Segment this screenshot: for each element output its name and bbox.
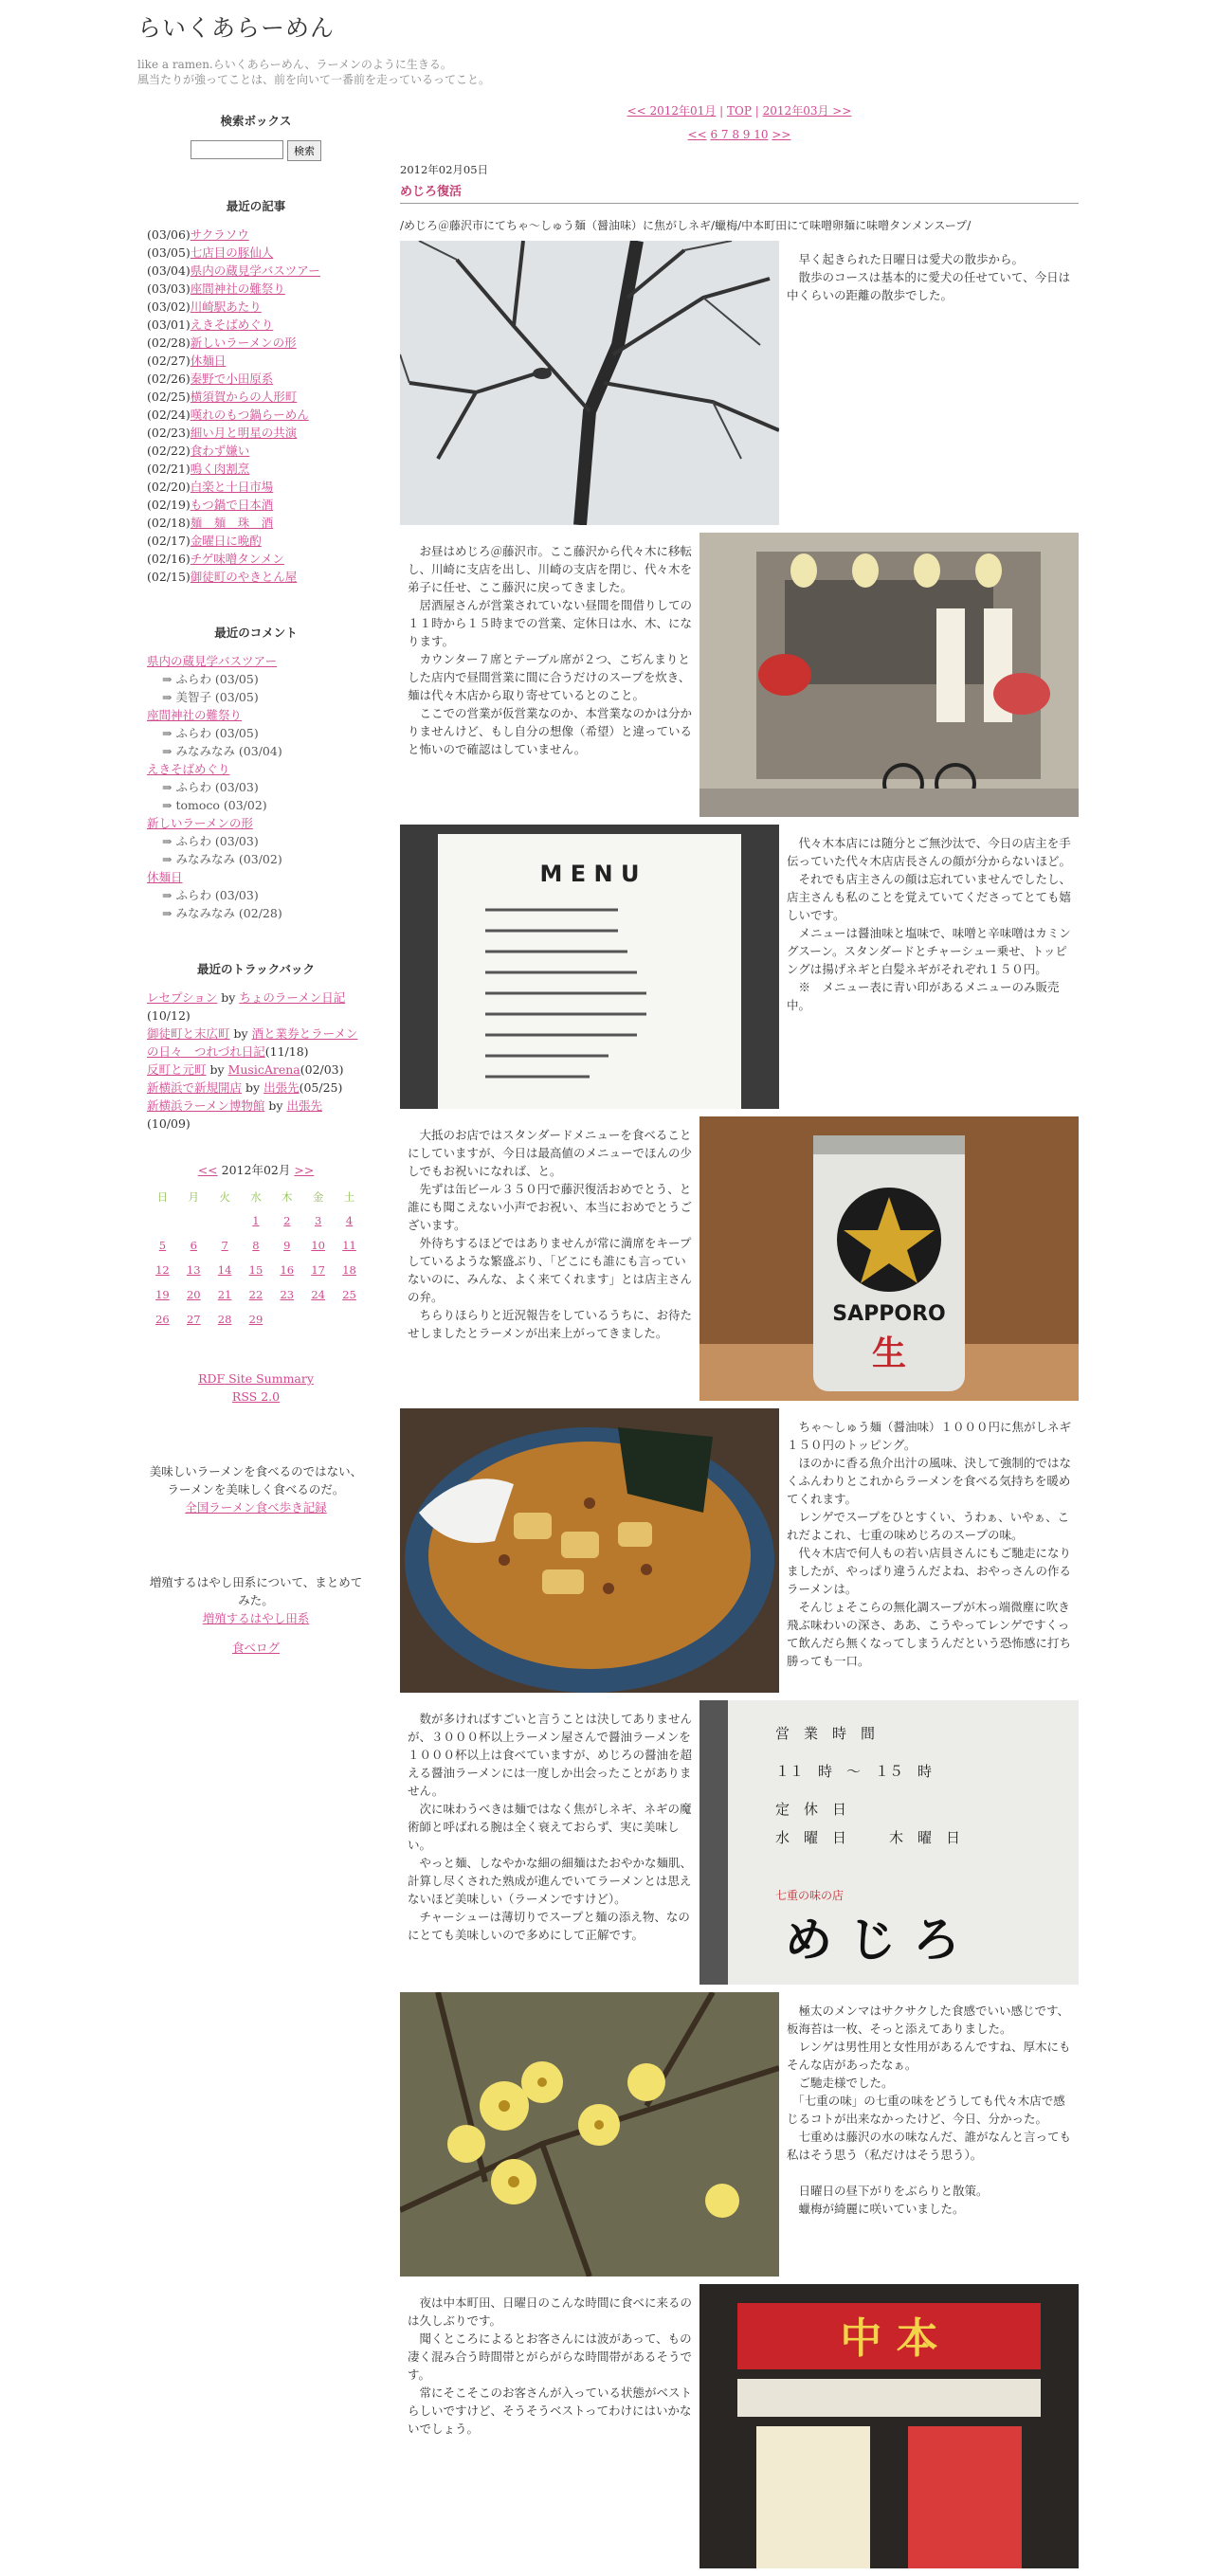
comment-author: ふらわ (03/03): [175, 888, 259, 902]
comment-item: [147, 778, 365, 796]
recent-post-date: (02/16): [147, 552, 191, 566]
recent-post-link[interactable]: えきそばめぐり: [190, 317, 274, 332]
sidebar: [147, 112, 365, 1685]
calendar-day[interactable]: 25: [342, 1288, 356, 1301]
trackback-post-link[interactable]: 新横浜ラーメン博物館: [147, 1098, 265, 1113]
trackback-by: by: [245, 1080, 261, 1095]
recent-post-link[interactable]: 秦野で小田原系: [190, 372, 274, 386]
recent-post-date: (03/04): [147, 263, 191, 278]
calendar-day[interactable]: 20: [186, 1288, 201, 1301]
next-month-link[interactable]: 2012年03月 >>: [762, 104, 852, 118]
trackback-by: by: [209, 1062, 225, 1077]
comment-author: tomoco (03/02): [175, 798, 267, 812]
calendar-day[interactable]: 6: [190, 1239, 197, 1252]
calendar-day[interactable]: 23: [280, 1288, 295, 1301]
recent-post-item: [147, 514, 365, 532]
recent-post-date: (02/20): [147, 480, 191, 494]
comment-author: みなみなみ (02/28): [175, 906, 282, 920]
recent-post-item: [147, 244, 365, 262]
comment-item: [147, 724, 365, 742]
calendar-day[interactable]: 10: [311, 1239, 325, 1252]
recent-post-item: [147, 496, 365, 514]
recent-comments-list: [147, 652, 365, 922]
tabelog-link[interactable]: 食べログ: [231, 1641, 280, 1655]
recent-post-date: (02/19): [147, 498, 191, 512]
trackback-item: [147, 1025, 365, 1061]
calendar-day[interactable]: 24: [311, 1288, 325, 1301]
recent-post-item: [147, 280, 365, 298]
search-button[interactable]: 検索: [287, 140, 321, 161]
calendar-day[interactable]: 22: [248, 1288, 263, 1301]
trackbacks-heading: 最近のトラックバック: [196, 962, 315, 976]
ramen-blurb: [147, 1462, 365, 1516]
calendar-day[interactable]: 21: [217, 1288, 232, 1301]
ramen-record-link[interactable]: 全国ラーメン食べ歩き記録: [185, 1500, 327, 1515]
recent-post-link[interactable]: 七店目の豚仙人: [190, 245, 274, 260]
search-input[interactable]: [191, 140, 283, 159]
recent-post-date: (02/21): [147, 462, 191, 476]
recent-post-item: [147, 316, 365, 334]
recent-post-link[interactable]: 白楽と十日市場: [190, 480, 274, 494]
post-paragraph: 早く起きられた日曜日は愛犬の散歩から。 散歩のコースは基本的に愛犬の任せていて、今日は中くらいの距離の散歩でした。: [787, 252, 1071, 302]
arrow-icon: ⇒: [162, 780, 176, 794]
site-title[interactable]: らいくあらーめん: [137, 14, 336, 42]
blurb1-line2: ラーメンを美味しく食べるのだ。: [167, 1482, 345, 1497]
comment-author: みなみなみ (03/04): [175, 744, 282, 758]
calendar-day: [271, 1307, 302, 1332]
recent-post-date: (02/23): [147, 426, 191, 440]
recent-post-link[interactable]: 鳴く肉割烹: [190, 462, 250, 476]
recent-post-item: [147, 388, 365, 406]
arrow-icon: ⇒: [162, 744, 176, 758]
main-content: [400, 102, 1079, 2576]
calendar-weekday: 木: [282, 1190, 293, 1204]
calendar-day[interactable]: 29: [248, 1313, 263, 1326]
trackback-item: [147, 989, 365, 1025]
search-box: [147, 112, 365, 161]
calendar-weekday: 水: [250, 1190, 262, 1204]
recent-post-item: [147, 550, 365, 568]
trackback-post-link[interactable]: レセプション: [147, 990, 218, 1005]
comment-post-link[interactable]: 休麺日: [147, 870, 183, 884]
comment-post-link[interactable]: 新しいラーメンの形: [147, 816, 253, 830]
calendar-day: [178, 1208, 209, 1233]
recent-post-link[interactable]: 金曜日に晩酌: [190, 534, 262, 548]
arrow-icon: ⇒: [162, 798, 176, 812]
post-paragraph: 数が多ければすごいと言うことは決してありませんが、３０００杯以上ラーメン屋さんで醤油ラーメンを１０００杯以上は食べていますが、めじろの醤油を超える醤油ラーメンには一度しか出会ったことがありません。 次に味わうべきは麺ではなく焦がしネギ、ネギの魔術師と呼ばれる腕は全く衰えておらず、実に美味しい。 やっと麺、しなやかな細の細麺はたおやかな麺肌、計算し尽くされた熟成が進んでいてラーメンとは思えないほど美味しい（ラーメンですけど）。 チャーシューは薄切りでスープと麺の添え物、なのにとても美味しいので多めにして正解です。: [408, 1712, 693, 1942]
post-paragraph: お昼はめじろ＠藤沢市。ここ藤沢から代々木に移転し、川崎に支店を出し、川崎の支店を閉じ、代々木を弟子に任せ、ここ藤沢に戻ってきました。 居酒屋さんが営業されていない昼間を間借りしての１１時から１５時までの営業、定休日は水、木、になります。 カウンター７席とテーブル席が２つ、こぢんまりとした店内で昼間営業に間に合うだけのスープを炊き、麺は代々木店から取り寄せているとのこと。 ここでの営業が仮営業なのか、本営業なのかは分かりませんけど、もし自分の想像（希望）と違っていると怖いので確認はしていません。: [408, 544, 693, 756]
recent-post-date: (03/02): [147, 299, 191, 314]
comment-item: [147, 904, 365, 922]
calendar-title: 2012年02月: [221, 1163, 291, 1177]
trackback-blog-link[interactable]: 出張先: [263, 1080, 300, 1095]
comment-item: [147, 670, 365, 688]
recent-post-link[interactable]: 麺 麺 珠 酒: [190, 516, 274, 530]
prev-month-link[interactable]: << 2012年01月: [627, 104, 717, 118]
comment-post-link[interactable]: 県内の蔵見学バスツアー: [147, 654, 278, 668]
feeds: [147, 1370, 365, 1406]
recent-post-item: [147, 532, 365, 550]
recent-post-item: [147, 226, 365, 244]
trackback-blog-link[interactable]: ちょのラーメン日記: [239, 990, 346, 1005]
comment-author: ふらわ (03/05): [175, 672, 259, 686]
trackback-blog-link[interactable]: MusicArena: [227, 1062, 300, 1077]
trackback-item: [147, 1061, 365, 1079]
page-prev-link[interactable]: <<: [687, 128, 707, 141]
recent-post-date: (02/18): [147, 516, 191, 530]
page-next-link[interactable]: >>: [772, 128, 791, 141]
calendar-weekday: 日: [156, 1190, 169, 1204]
comment-author: 美智子 (03/05): [175, 690, 259, 704]
post-paragraph: ちゃ～しゅう麺（醤油味）１０００円に焦がしネギ１５０円のトッピング。 ほのかに香る魚介出汁の風味、決して強制的ではなくふんわりとこれからラーメンを食べる気持ちを暖めてくれます。 レンゲでスープをひとすくい、うわぁ、いやぁ、これだよこれ、七重の味めじろのスープの味。 代々木店で何人もの若い店員さんにもご馳走になりましたが、やっぱり違うんだよね、おやっさんの作るラーメンは。 そんじょそこらの無化調スープが木っ端微塵に吹き飛ぶ味わいの深さ、ああ、こうやってレンゲですくって飲んだら無くなってしまうんだという恐怖感に打ち勝っても一口。: [787, 1420, 1072, 1668]
recent-posts-list: [147, 226, 365, 586]
wintersweet-flower-icon[interactable]: [400, 1992, 779, 2277]
calendar-day[interactable]: 19: [155, 1288, 170, 1301]
recent-post-link[interactable]: 細い月と明星の共演: [190, 426, 298, 440]
calendar-day[interactable]: 16: [280, 1263, 295, 1277]
trackbacks-list: [147, 989, 365, 1133]
post-paragraph: 大抵のお店ではスタンダードメニューを食べることにしていますが、今日は最高値のメニューでほんの少しでもお祝いになれば、と。 先ずは缶ビール３５０円で藤沢復活おめでとう、と誰にも聞こえない小声でお祝い、本当におめでとうございます。 外待ちするほどではありませんが常に満席をキープしているような繁盛ぶり、「どこにも誰にも言っていないのに、みんな、よく来てくれます」とは店主さんの弁。 ちらりほらりと近況報告をしているうちに、お待たせしましたとラーメンが出来上がってきました。: [408, 1128, 693, 1340]
recent-posts: [147, 197, 365, 586]
calendar-day[interactable]: 9: [283, 1239, 291, 1252]
recent-post-item: [147, 334, 365, 352]
recent-post-link[interactable]: 休麺日: [190, 354, 227, 368]
recent-post-item: [147, 298, 365, 316]
comment-post-link[interactable]: 座間神社の難祭り: [147, 708, 243, 722]
comment-author: ふらわ (03/03): [175, 780, 259, 794]
post-paragraph: 極太のメンマはサクサクした食感でいい感じです、板海苔は一枚、そっと添えてありました。 レンゲは男性用と女性用があるんですね、厚木にもそんな店があったなぁ。 ご馳走様でした。 「七重の味」の七重の味をどうしても代々木店で感じるコトが出来なかったけど、今日、分かった。 七重めは藤沢の水の味なんだ、誰がなんと言っても私はそう思う（私だけはそう思う）。 日曜日の昼下がりをぶらりと散策。 蠟梅が綺麗に咲いていました。: [787, 2004, 1072, 2216]
calendar-day[interactable]: 13: [186, 1263, 201, 1277]
post-block: [400, 241, 1079, 525]
svg-text:１１ 時 ～ １５ 時: １１ 時 ～ １５ 時: [775, 1763, 933, 1780]
arrow-icon: ⇒: [162, 834, 176, 848]
rdf-link[interactable]: RDF Site Summary: [198, 1371, 314, 1386]
recent-post-link[interactable]: 県内の蔵見学バスツアー: [190, 263, 320, 278]
svg-text:定 休 日: 定 休 日: [775, 1801, 847, 1818]
calendar-day[interactable]: 3: [314, 1214, 322, 1227]
search-heading: 検索ボックス: [220, 114, 292, 128]
svg-text:中 本: 中 本: [840, 2314, 938, 2363]
recent-post-link[interactable]: 川崎駅あたり: [190, 299, 262, 314]
trackback-date: (02/03): [300, 1062, 344, 1077]
post-body: [400, 241, 1079, 2568]
ramen-bowl-icon[interactable]: [400, 1408, 779, 1693]
recent-post-item: [147, 568, 365, 586]
site-header: [137, 9, 1085, 87]
calendar-day[interactable]: 27: [186, 1313, 201, 1326]
calendar-day[interactable]: 8: [252, 1239, 260, 1252]
top-link[interactable]: TOP: [727, 104, 752, 118]
comment-item: [147, 850, 365, 868]
trackback-by: by: [268, 1098, 283, 1113]
calendar-day[interactable]: 7: [221, 1239, 228, 1252]
trackback-date: (10/09): [147, 1116, 191, 1131]
beer-can-icon[interactable]: [699, 1116, 1079, 1401]
post-block: [400, 2284, 1079, 2568]
calendar-prev-link[interactable]: <<: [197, 1163, 218, 1177]
calendar-day: [147, 1208, 178, 1233]
site-desc-line1: like a ramen.らいくあらーめん、ラーメンのように生きる。: [137, 58, 452, 71]
trackback-blog-link[interactable]: 酒と業券とラーメンの日々 つれづれ日記: [147, 1026, 358, 1059]
comment-item: [147, 796, 365, 814]
post-title[interactable]: めじろ復活: [400, 181, 1079, 204]
calendar: [147, 1161, 365, 1332]
recent-post-link[interactable]: 座間神社の難祭り: [190, 281, 285, 296]
trackback-by: by: [221, 990, 236, 1005]
calendar-day[interactable]: 1: [252, 1214, 260, 1227]
calendar-table: [147, 1186, 365, 1332]
calendar-day[interactable]: 11: [342, 1239, 356, 1252]
recent-post-date: (02/26): [147, 372, 191, 386]
nakamoto-shop-icon[interactable]: [699, 2284, 1079, 2568]
recent-post-link[interactable]: もつ鍋で日本酒: [190, 498, 274, 512]
recent-post-date: (03/05): [147, 245, 191, 260]
recent-post-date: (02/28): [147, 336, 191, 350]
post-date: 2012年02月05日: [400, 163, 489, 176]
hayashida-blurb: [147, 1573, 365, 1657]
calendar-day: [334, 1307, 365, 1332]
calendar-weekday: 月: [188, 1190, 200, 1204]
arrow-icon: ⇒: [162, 852, 176, 866]
comment-author: ふらわ (03/03): [175, 834, 259, 848]
trackback-post-link[interactable]: 御徒町と末広町: [147, 1026, 230, 1041]
calendar-day[interactable]: 14: [217, 1263, 232, 1277]
recent-post-link[interactable]: 新しいラーメンの形: [190, 336, 297, 350]
blurb2-line2: みた。: [238, 1593, 274, 1607]
recent-post-date: (02/24): [147, 408, 191, 422]
trackback-by: by: [233, 1026, 248, 1041]
svg-text:七重の味の店: 七重の味の店: [775, 1889, 845, 1902]
recent-post-item: [147, 460, 365, 478]
shop-front-icon[interactable]: [699, 533, 1079, 817]
post-paragraph: 代々木本店には随分とご無沙汰で、今日の店主を手伝っていた代々木店店長さんの顔が分からないほど。 それでも店主さんの顔は忘れていませんでしたし、店主さんも私のことを覚えていてくださってとても嬉しいです。 メニューは醤油味と塩味で、味噌と辛味噌はカミングスーン。スタンダードとチャーシュー乗せ、トッピングは揚げネギと白髪ネギがそれぞれ１５０円。 ※ メニュー表に青い印があるメニューのみ販売中。: [787, 836, 1072, 1012]
recent-comments: [147, 624, 365, 922]
recent-post-item: [147, 262, 365, 280]
recent-post-date: (03/03): [147, 281, 191, 296]
svg-text:水 曜 日 木 曜 日: 水 曜 日 木 曜 日: [775, 1829, 961, 1846]
recent-post-date: (03/01): [147, 317, 191, 332]
recent-post-item: [147, 406, 365, 424]
recent-post-link[interactable]: 嘆れのもつ鍋らーめん: [190, 408, 309, 422]
comment-author: みなみなみ (03/02): [175, 852, 282, 866]
recent-post-link[interactable]: チゲ味噌タンメン: [190, 552, 284, 566]
svg-text:め じ ろ: め じ ろ: [785, 1913, 960, 1968]
tree-bird-icon[interactable]: [400, 241, 779, 525]
trackback-post-link[interactable]: 反町と元町: [147, 1062, 207, 1077]
recent-post-item: [147, 424, 365, 442]
recent-post-date: (02/15): [147, 570, 191, 584]
comment-item: [147, 832, 365, 850]
trackback-date: (05/25): [299, 1080, 343, 1095]
post-block: [400, 1408, 1079, 1693]
site-description: [137, 57, 1085, 87]
recent-trackbacks: [147, 960, 365, 1133]
arrow-icon: ⇒: [162, 888, 176, 902]
post-paragraph: 夜は中本町田、日曜日のこんな時間に食べに来るのは久しぶりです。 聞くところによるとお客さんには波があって、もの凄く混み合う時間帯とがらがらな時間帯があるそうです。 常にそこそこのお客さんが入っている状態がベストらしいですけど、そうそうベストってわけにはいかないでしょう。: [408, 2295, 693, 2436]
nav-separator: |: [754, 104, 759, 118]
calendar-day[interactable]: 2: [283, 1214, 291, 1227]
comment-item: [147, 886, 365, 904]
comment-author: ふらわ (03/05): [175, 726, 259, 740]
recent-post-date: (02/27): [147, 354, 191, 368]
comment-item: [147, 742, 365, 760]
recent-post-link[interactable]: 御徒町のやきとん屋: [190, 570, 298, 584]
blurb2-line1: 増殖するはやし田系について、まとめて: [149, 1575, 363, 1589]
month-nav: [400, 102, 1079, 118]
page-nav: [400, 128, 1079, 141]
svg-text:SAPPORO: SAPPORO: [832, 1302, 946, 1326]
calendar-next-link[interactable]: >>: [294, 1163, 315, 1177]
recent-post-date: (03/06): [147, 227, 191, 242]
rss-link[interactable]: RSS 2.0: [231, 1389, 281, 1404]
post-block: [400, 533, 1079, 817]
recent-post-date: (02/22): [147, 444, 191, 458]
hours-sign-icon[interactable]: [699, 1700, 1079, 1985]
trackback-item: [147, 1097, 365, 1133]
svg-text:M E N U: M E N U: [539, 861, 640, 887]
nav-separator: |: [719, 104, 724, 118]
svg-text:生: 生: [871, 1334, 907, 1373]
recent-post-date: (02/17): [147, 534, 191, 548]
calendar-day[interactable]: 18: [342, 1263, 356, 1277]
recent-post-item: [147, 352, 365, 370]
menu-icon[interactable]: [400, 825, 779, 1109]
arrow-icon: ⇒: [162, 690, 176, 704]
calendar-weekday: 土: [343, 1190, 355, 1204]
recent-post-link[interactable]: 食わず嫌い: [190, 444, 250, 458]
calendar-day[interactable]: 26: [155, 1313, 170, 1326]
post-block: [400, 1700, 1079, 1985]
blurb1-line1: 美味しいラーメンを食べるのではない、: [149, 1464, 363, 1478]
recent-posts-heading: 最近の記事: [226, 199, 286, 213]
calendar-day[interactable]: 17: [311, 1263, 325, 1277]
recent-post-item: [147, 370, 365, 388]
comment-post-link[interactable]: えきそばめぐり: [147, 762, 230, 776]
trackback-blog-link[interactable]: 出張先: [286, 1098, 322, 1113]
calendar-day[interactable]: 15: [248, 1263, 263, 1277]
calendar-day: [302, 1307, 334, 1332]
trackback-post-link[interactable]: 新横浜で新規開店: [147, 1080, 243, 1095]
recent-comments-heading: 最近のコメント: [214, 626, 298, 640]
calendar-day[interactable]: 12: [155, 1263, 170, 1277]
svg-text:営 業 時 間: 営 業 時 間: [775, 1725, 876, 1742]
page-list[interactable]: 6 7 8 9 10: [710, 128, 769, 141]
calendar-day[interactable]: 5: [158, 1239, 167, 1252]
calendar-weekday: 金: [312, 1190, 324, 1204]
calendar-day[interactable]: 28: [217, 1313, 232, 1326]
calendar-weekday: 火: [219, 1190, 230, 1204]
hayashida-link[interactable]: 増殖するはやし田系: [202, 1611, 310, 1625]
recent-post-link[interactable]: 横須賀からの人形町: [190, 390, 298, 404]
post-block: [400, 1116, 1079, 1401]
post-block: [400, 825, 1079, 1109]
arrow-icon: ⇒: [162, 906, 176, 920]
trackback-date: (10/12): [147, 1008, 191, 1023]
trackback-date: (11/18): [264, 1044, 309, 1059]
site-desc-line2: 風当たりが強ってことは、前を向いて一番前を走っているってこと。: [137, 73, 491, 86]
recent-post-item: [147, 478, 365, 496]
post-block: [400, 1992, 1079, 2277]
calendar-day: [209, 1208, 241, 1233]
recent-post-link[interactable]: サクラソウ: [190, 227, 249, 242]
recent-post-item: [147, 442, 365, 460]
trackback-item: [147, 1079, 365, 1097]
recent-post-date: (02/25): [147, 390, 191, 404]
comment-item: [147, 688, 365, 706]
calendar-day[interactable]: 4: [345, 1214, 354, 1227]
arrow-icon: ⇒: [162, 672, 176, 686]
arrow-icon: ⇒: [162, 726, 176, 740]
post-lead: /めじろ＠藤沢市にてちゃ～しゅう麺（醤油味）に焦がしネギ/蠟梅/中本町田にて味噌卵麺に味噌タンメンスープ/: [400, 219, 972, 232]
